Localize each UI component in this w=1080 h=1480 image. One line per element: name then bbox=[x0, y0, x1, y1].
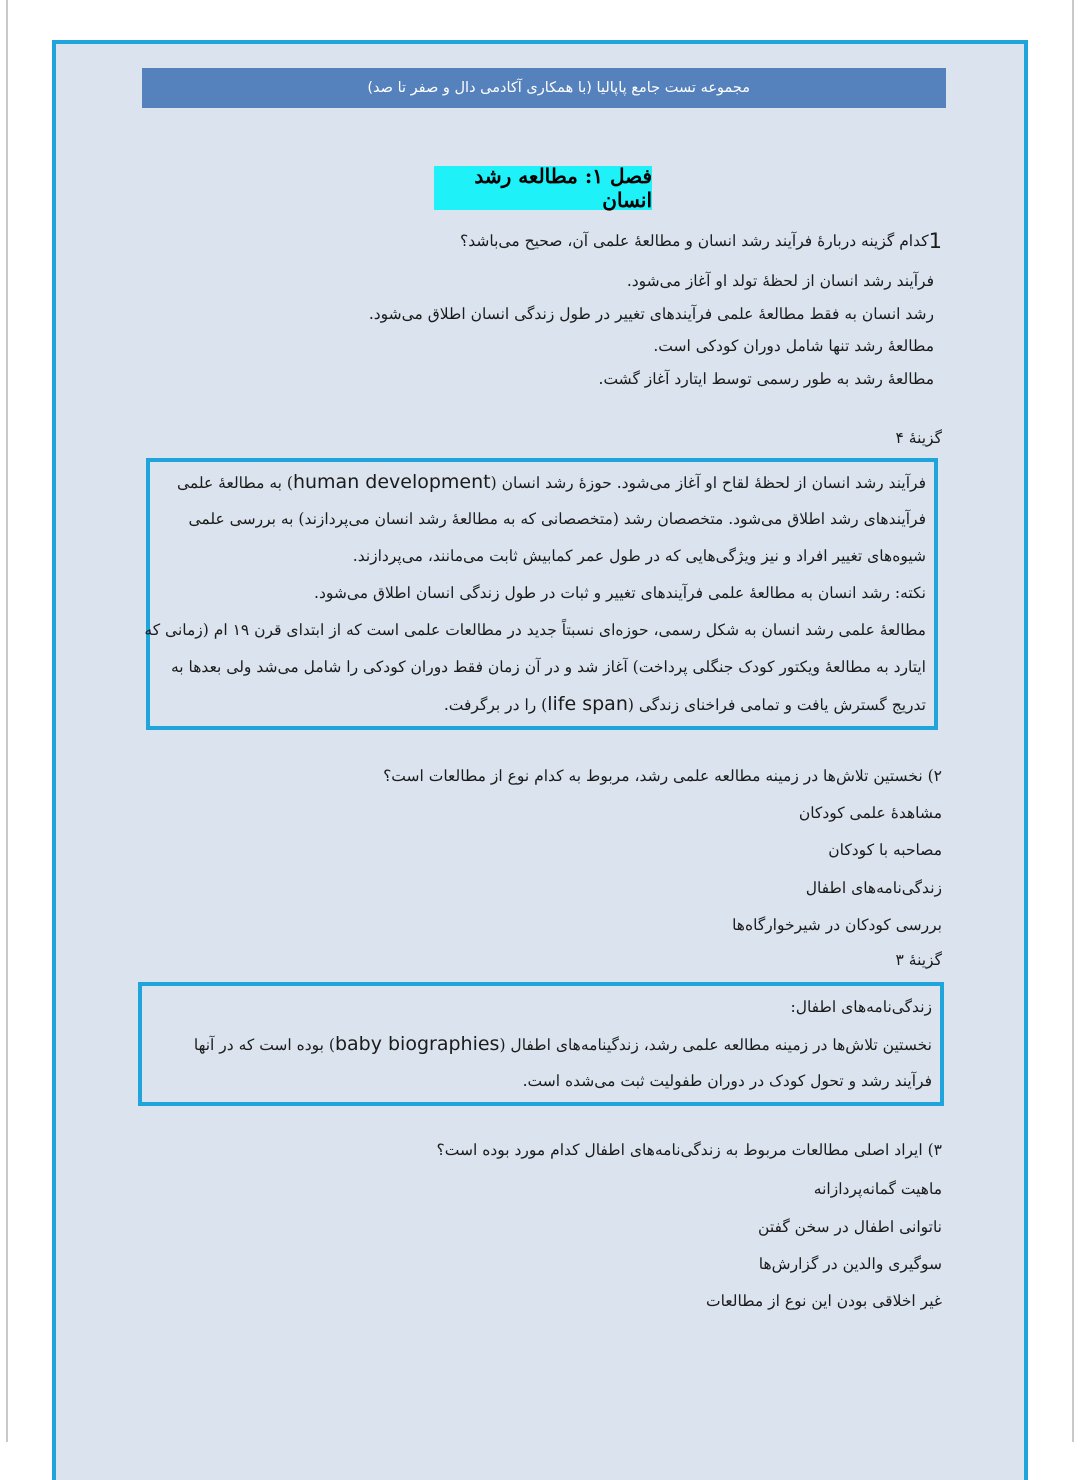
q2-exp-line-1 bbox=[194, 1026, 932, 1063]
q2-explanation-box bbox=[138, 982, 944, 1106]
q2-answer-label: گزینهٔ ۳ bbox=[895, 951, 942, 969]
left-page-edge bbox=[6, 0, 8, 1442]
q3-option-2: ناتوانی اطفال در سخن گفتن bbox=[758, 1218, 942, 1236]
q1-exp-line-5: مطالعهٔ علمی رشد انسان به شکل رسمی، حوزه‌ای نسبتاً جدید در مطالعات علمی است که از ابتدای قرن ۱۹ ام (زمانی که bbox=[144, 621, 926, 639]
header-band bbox=[142, 68, 946, 108]
q1-exp-line-2: فرآیندهای رشد اطلاق می‌شود. متخصصان رشد (متخصصانی که به مطالعهٔ رشد انسان می‌پردازند) به بررسی علمی bbox=[188, 510, 926, 528]
q2-option-4: بررسی کودکان در شیرخوارگاه‌ها bbox=[732, 916, 942, 934]
question-3 bbox=[437, 1138, 942, 1162]
q1-exp-line-7-b: ) را در برگرفت. bbox=[443, 696, 548, 714]
q2-option-1: مشاهدهٔ علمی کودکان bbox=[798, 804, 942, 822]
q2-exp-line-1-b: ) بوده است که در آنها bbox=[193, 1036, 335, 1054]
q2-exp-term-baby-biographies: baby biographies bbox=[334, 1033, 500, 1055]
header-band-text: مجموعه تست جامع پاپالیا (با همکاری آکادمی دال و صفر تا صد) bbox=[367, 80, 750, 96]
q1-exp-line-3: شیوه‌های تغییر افراد و نیز ویژگی‌هایی که در طول عمر کمابیش ثابت می‌مانند، می‌پردازند. bbox=[352, 547, 926, 565]
q1-exp-line-1-b: ) به مطالعهٔ علمی bbox=[176, 474, 293, 492]
chapter-title bbox=[434, 166, 652, 210]
question-3-text: ایراد اصلی مطالعات مربوط به زندگی‌نامه‌های اطفال کدام مورد بوده است؟ bbox=[436, 1141, 923, 1159]
q1-answer-label: گزینهٔ ۴ bbox=[895, 429, 942, 447]
q2-option-2: مصاحبه با کودکان bbox=[828, 841, 942, 859]
q2-explanation bbox=[194, 989, 932, 1100]
question-2-text: نخستین تلاش‌ها در زمینه مطالعه علمی رشد، مربوط به کدام نوع از مطالعات است؟ bbox=[383, 767, 923, 785]
q2-exp-line-2: فرآیند رشد و تحول کودک در دوران طفولیت ثبت می‌شده است. bbox=[522, 1072, 932, 1090]
right-page-edge bbox=[1072, 0, 1074, 1442]
q1-explanation-box bbox=[146, 458, 938, 730]
document-page bbox=[52, 40, 1028, 1480]
question-3-number: ۳) bbox=[927, 1141, 942, 1159]
q1-exp-line-1 bbox=[144, 464, 926, 501]
q3-option-3: سوگیری والدین در گزارش‌ها bbox=[758, 1255, 942, 1273]
q1-option-3: مطالعهٔ رشد تنها شامل دوران کودکی است. bbox=[653, 337, 934, 355]
q1-option-2: رشد انسان به فقط مطالعهٔ علمی فرآیندهای تغییر در طول زندگی انسان اطلاق می‌شود. bbox=[368, 305, 934, 323]
q1-exp-line-1-a: فرآیند رشد انسان از لحظهٔ لقاح او آغاز می‌شود. حوزهٔ رشد انسان ( bbox=[490, 474, 926, 492]
q2-option-3: زندگی‌نامه‌های اطفال bbox=[805, 879, 942, 897]
question-1-text: کدام گزینه دربارهٔ فرآیند رشد انسان و مطالعهٔ علمی آن، صحیح می‌باشد؟ bbox=[460, 232, 929, 250]
q3-option-1: ماهیت گمانه‌پردازانه bbox=[813, 1180, 942, 1198]
q1-exp-line-7 bbox=[144, 686, 926, 723]
q1-exp-term-human-development: human development bbox=[292, 471, 491, 493]
question-1 bbox=[460, 229, 942, 253]
q2-exp-line-1-a: نخستین تلاش‌ها در زمینه مطالعه علمی رشد، زندگینامه‌های اطفال ( bbox=[499, 1036, 932, 1054]
q1-explanation bbox=[144, 464, 926, 723]
q1-exp-line-7-a: تدریج گسترش یافت و تمامی فراخنای زندگی ( bbox=[627, 696, 926, 714]
q2-exp-title: زندگی‌نامه‌های اطفال: bbox=[790, 998, 932, 1016]
q1-exp-term-life-span: life span bbox=[547, 693, 628, 715]
chapter-title-text: فصل ۱: مطالعه رشد انسان bbox=[474, 164, 652, 212]
q1-exp-line-6: ایتارد به مطالعهٔ ویکتور کودک جنگلی پرداخت) آغاز شد و در آن زمان فقط دوران کودکی را شامل می‌شد ولی بعدها به bbox=[170, 658, 926, 676]
question-1-number: 1 bbox=[928, 229, 942, 253]
question-2-number: ۲) bbox=[927, 767, 942, 785]
q3-option-4: غیر اخلاقی بودن این نوع از مطالعات bbox=[705, 1292, 942, 1310]
q1-option-4: مطالعهٔ رشد به طور رسمی توسط ایتارد آغاز گشت. bbox=[598, 370, 934, 388]
q1-exp-line-4: نکته: رشد انسان به مطالعهٔ علمی فرآیندهای تغییر و ثبات در طول زندگی انسان اطلاق می‌شود. bbox=[314, 584, 926, 602]
question-2 bbox=[383, 764, 942, 788]
q1-option-1: فرآیند رشد انسان از لحظهٔ تولد او آغاز می‌شود. bbox=[626, 272, 934, 290]
